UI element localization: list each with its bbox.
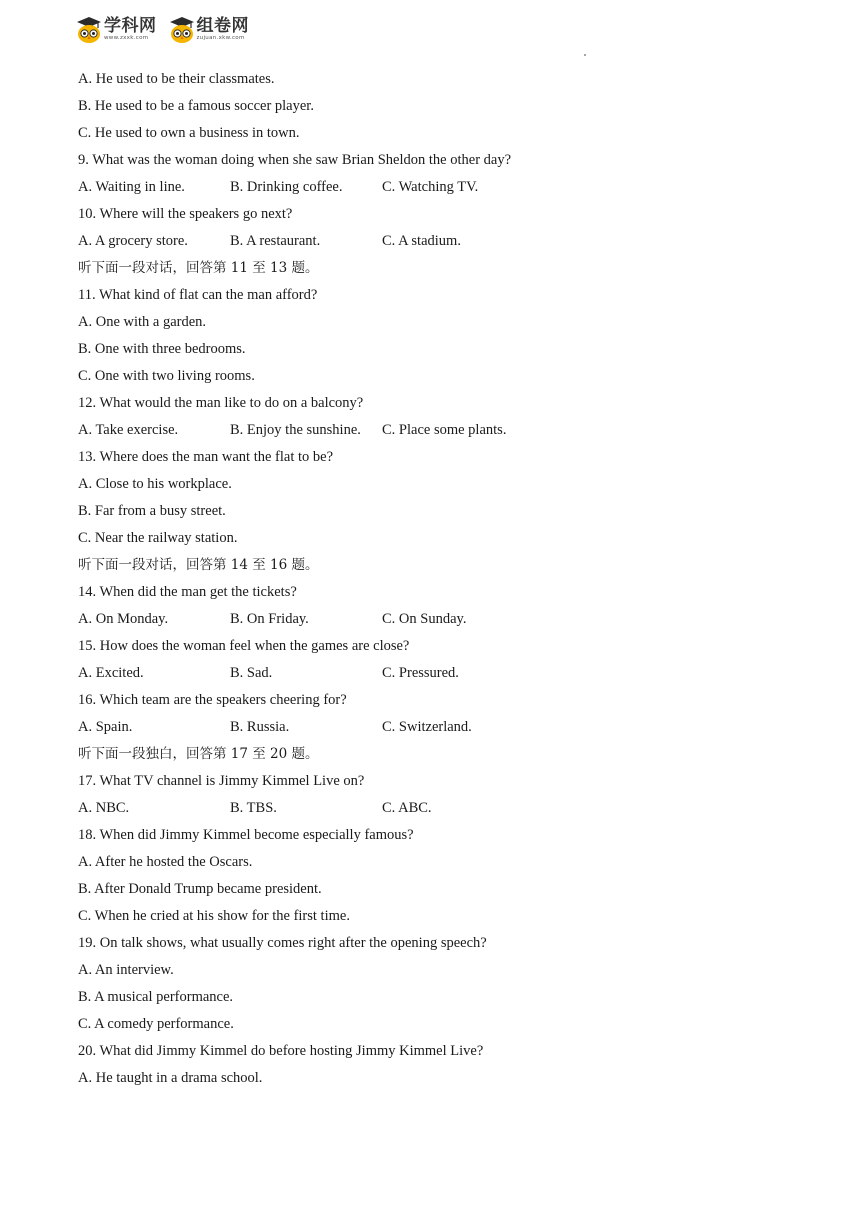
options-row — [78, 714, 778, 741]
options-row — [78, 417, 778, 444]
option-b: B. Sad. — [230, 665, 273, 681]
option-c: C. ABC. — [382, 800, 432, 816]
question-9: 9. What was the woman doing when she saw Brian Sheldon the other day? — [78, 152, 512, 168]
exam-content — [78, 66, 778, 1092]
option-a: A. An interview. — [78, 962, 174, 978]
question-12: 12. What would the man like to do on a balcony? — [78, 395, 364, 411]
options-row — [78, 174, 778, 201]
option-a: A. Excited. — [78, 665, 144, 681]
brand-name: 学科网 — [104, 16, 157, 37]
brand-url: www.zxxk.com — [104, 35, 149, 42]
option-line: A. He used to be their classmates. — [78, 71, 275, 87]
option-b: B. One with three bedrooms. — [78, 341, 246, 357]
owl-icon — [169, 16, 195, 44]
option-c: C. One with two living rooms. — [78, 368, 255, 384]
option-b: B. On Friday. — [230, 611, 309, 627]
page-dot-mark — [584, 54, 586, 56]
option-a: A. Waiting in line. — [78, 179, 185, 195]
option-line: C. He used to own a business in town. — [78, 125, 300, 141]
zujuan-logo — [169, 16, 250, 44]
option-b: B. Drinking coffee. — [230, 179, 343, 195]
option-c: C. Near the railway station. — [78, 530, 238, 546]
question-10: 10. Where will the speakers go next? — [78, 206, 293, 222]
question-17: 17. What TV channel is Jimmy Kimmel Live on? — [78, 773, 365, 789]
question-15: 15. How does the woman feel when the games are close? — [78, 638, 410, 654]
question-16: 16. Which team are the speakers cheering for? — [78, 692, 347, 708]
option-a: A. NBC. — [78, 800, 130, 816]
question-11: 11. What kind of flat can the man afford? — [78, 287, 318, 303]
option-c: C. On Sunday. — [382, 611, 467, 627]
option-b: B. Far from a busy street. — [78, 503, 226, 519]
option-c: C. A stadium. — [382, 233, 461, 249]
option-b: B. A musical performance. — [78, 989, 234, 1005]
option-c: C. Switzerland. — [382, 719, 472, 735]
brand-url: zujuan.xkw.com — [196, 35, 245, 42]
owl-icon — [76, 16, 102, 44]
option-b: B. TBS. — [230, 800, 277, 816]
option-c: C. A comedy performance. — [78, 1016, 234, 1032]
option-a: A. One with a garden. — [78, 314, 207, 330]
section-instruction: 听下面一段对话，回答第 14 至 16 题。 — [78, 557, 319, 573]
question-14: 14. When did the man get the tickets? — [78, 584, 297, 600]
options-row — [78, 606, 778, 633]
question-20: 20. What did Jimmy Kimmel do before hosting Jimmy Kimmel Live? — [78, 1043, 484, 1059]
option-a: A. He taught in a drama school. — [78, 1070, 263, 1086]
option-a: A. On Monday. — [78, 611, 169, 627]
section-instruction: 听下面一段独白，回答第 17 至 20 题。 — [78, 746, 319, 762]
option-c: C. When he cried at his show for the first time. — [78, 908, 350, 924]
option-a: A. Spain. — [78, 719, 133, 735]
option-b: B. Russia. — [230, 719, 290, 735]
option-a: A. A grocery store. — [78, 233, 188, 249]
question-13: 13. Where does the man want the flat to be? — [78, 449, 334, 465]
option-a: A. Take exercise. — [78, 422, 179, 438]
question-18: 18. When did Jimmy Kimmel become especially famous? — [78, 827, 414, 843]
brand-name: 组卷网 — [196, 16, 249, 37]
options-row — [78, 228, 778, 255]
options-row — [78, 795, 778, 822]
option-line: B. He used to be a famous soccer player. — [78, 98, 314, 114]
options-row — [78, 660, 778, 687]
page-header — [76, 14, 261, 46]
section-instruction: 听下面一段对话，回答第 11 至 13 题。 — [78, 260, 319, 276]
zxxk-logo — [76, 16, 157, 44]
option-a: A. After he hosted the Oscars. — [78, 854, 253, 870]
question-19: 19. On talk shows, what usually comes right after the opening speech? — [78, 935, 487, 951]
option-b: B. A restaurant. — [230, 233, 321, 249]
option-c: C. Pressured. — [382, 665, 459, 681]
option-c: C. Watching TV. — [382, 179, 479, 195]
option-b: B. After Donald Trump became president. — [78, 881, 322, 897]
option-b: B. Enjoy the sunshine. — [230, 422, 361, 438]
option-a: A. Close to his workplace. — [78, 476, 232, 492]
option-c: C. Place some plants. — [382, 422, 507, 438]
